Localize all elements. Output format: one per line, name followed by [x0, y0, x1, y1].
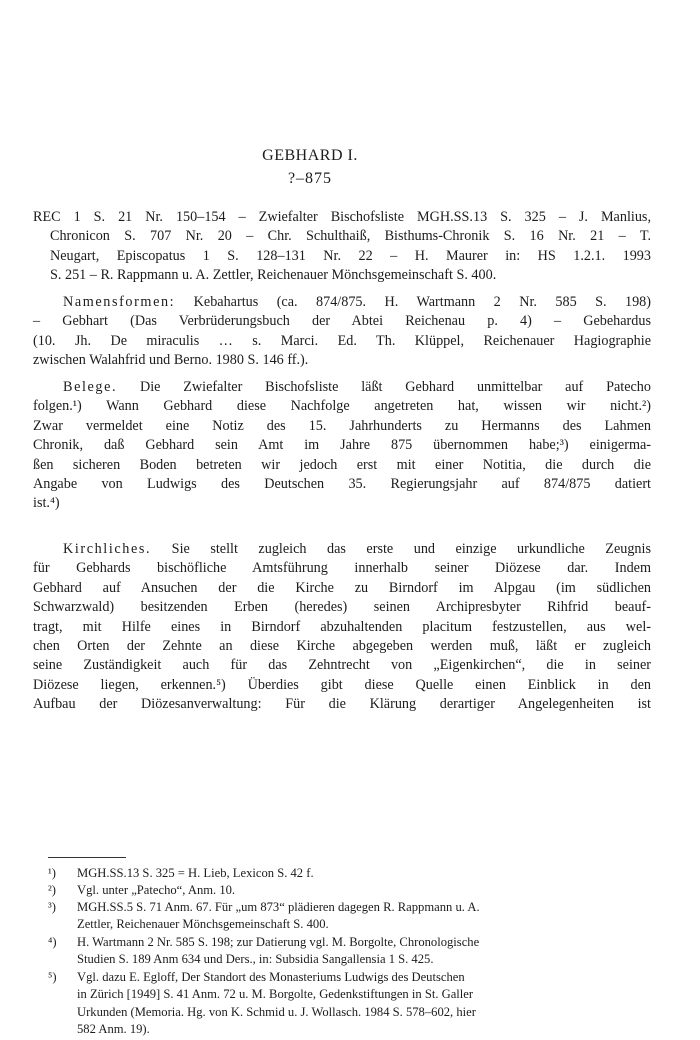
- footnote-number: ⁵): [48, 970, 57, 984]
- footnote-line: MGH.SS.5 S. 71 Anm. 67. Für „um 873“ plädieren dagegen R. Rappmann u. A.: [77, 900, 480, 914]
- paragraph-line: Gebhard auf Ansuchen der die Kirche zu Birndorf im Alpgau (im südlichen: [33, 579, 651, 596]
- footnote-line: Urkunden (Memoria. Hg. von K. Schmid u. J. Wollasch. 1984 S. 578–602, hier: [77, 1004, 476, 1019]
- paragraph-line: Diözese liegen, erkennen.⁵) Überdies gibt diese Quelle einen Einblick in den: [33, 676, 651, 693]
- paragraph-line: [33, 540, 651, 559]
- paragraph-line: chen Orten der Zehnte an diese Kirche abgegeben werden muß, läßt er zugleich: [33, 638, 651, 655]
- paragraph-line: Aufbau der Diözesanverwaltung: Für die Klärung derartiger Angelegenheiten ist: [33, 696, 651, 713]
- paragraph-line: Chronik, daß Gebhard sein Amt im Jahre 875 übernommen habe;³) einigerma-: [33, 437, 651, 454]
- reference-line: S. 251 – R. Rappmann u. A. Zettler, Reichenauer Mönchsgemeinschaft S. 400.: [50, 267, 497, 284]
- paragraph-line: zwischen Walahfrid und Berno. 1980 S. 146 ff.).: [33, 352, 309, 369]
- paragraph-line: ist.⁴): [33, 495, 60, 512]
- footnote-line: H. Wartmann 2 Nr. 585 S. 198; zur Datierung vgl. M. Borgolte, Chronologische: [77, 935, 480, 949]
- footnote-line: 582 Anm. 19).: [77, 1022, 150, 1037]
- paragraph-line: [33, 293, 651, 312]
- line-text: Kebahartus (ca. 874/875. H. Wartmann 2 Nr. 585 S. 198): [175, 294, 651, 310]
- line-text: Die Zwiefalter Bischofsliste läßt Gebhard unmittelbar auf Patecho: [117, 379, 651, 395]
- reference-line: Chronicon S. 707 Nr. 20 – Chr. Schulthaiß, Bisthums-Chronik S. 16 Nr. 21 – T.: [50, 228, 651, 245]
- paragraph-line: – Gebhart (Das Verbrüderungsbuch der Abtei Reichenau p. 4) – Gebehardus: [33, 313, 651, 330]
- paragraph-line: Schwarzwald) besitzenden Erben (heredes) seinen Archipresbyter Rihfrid beauf-: [33, 599, 651, 616]
- paragraph-line: Angabe von Ludwigs des Deutschen 35. Regierungsjahr auf 874/875 datiert: [33, 476, 651, 493]
- entry-years: ?–875: [287, 170, 333, 187]
- footnote-line: MGH.SS.13 S. 325 = H. Lieb, Lexicon S. 42 f.: [77, 866, 314, 880]
- reference-line: Neugart, Episcopatus 1 S. 128–131 Nr. 22 – H. Maurer in: HS 1.2.1. 1993: [50, 247, 651, 264]
- footnote-2: [48, 882, 651, 899]
- footnote-line: in Zürich [1949] S. 41 Anm. 72 u. M. Borgolte, Gedenkstiftungen in St. Galler: [77, 987, 474, 1002]
- belege-paragraph: [33, 378, 651, 514]
- namensformen-paragraph: [33, 293, 651, 371]
- paragraph-line: ßen sicheren Boden betreten wir jedoch erst mit einer Notitia, die durch die: [33, 456, 651, 473]
- footnote-line: Vgl. dazu E. Egloff, Der Standort des Monasteriums Ludwigs des Deutschen: [77, 970, 465, 984]
- footnote-3: [48, 899, 651, 934]
- footnote-divider: [48, 857, 126, 858]
- section-heading: Belege.: [63, 379, 118, 395]
- footnote-5: [48, 969, 651, 1039]
- footnote-number: ¹): [48, 866, 56, 880]
- paragraph-line: tragt, mit Hilfe eines in Birndorf abzuhaltenden placitum festzustellen, aus wel-: [33, 618, 651, 635]
- paragraph-line: [33, 378, 651, 397]
- paragraph-line: Zwar vermeldet eine Notiz des 15. Jahrhunderts zu Hermanns des Lahmen: [33, 417, 651, 434]
- paragraph-line: seine Zuständigkeit auch für das Zehntrecht von „Eigenkirchen“, die in seiner: [33, 657, 651, 674]
- paragraph-line: (10. Jh. De miraculis … s. Marci. Ed. Th. Klüppel, Reichenauer Hagiographie: [33, 332, 651, 349]
- footnote-4: [48, 934, 651, 969]
- footnote-number: ²): [48, 883, 56, 897]
- section-heading: Namensformen:: [63, 294, 176, 310]
- reference-block: [33, 208, 651, 286]
- kirchliches-paragraph: [33, 540, 651, 715]
- section-heading: Kirchliches.: [63, 541, 152, 557]
- footnote-line: Studien S. 189 Anm 634 und Ders., in: Subsidia Sangallensia 1 S. 425.: [77, 952, 434, 967]
- footnote-1: [48, 865, 651, 882]
- paragraph-line: folgen.¹) Wann Gebhard diese Nachfolge angetreten hat, wissen wir nicht.²): [33, 398, 651, 415]
- line-text: Sie stellt zugleich das erste und einzige urkundliche Zeugnis: [151, 541, 651, 557]
- footnote-line: Vgl. unter „Patecho“, Anm. 10.: [77, 883, 236, 897]
- reference-line: REC 1 S. 21 Nr. 150–154 – Zwiefalter Bischofsliste MGH.SS.13 S. 325 – J. Manlius,: [33, 209, 651, 225]
- footnote-number: ³): [48, 900, 56, 914]
- entry-title: GEBHARD I.: [262, 147, 358, 164]
- footnote-number: ⁴): [48, 935, 57, 949]
- paragraph-line: für Gebhards bischöfliche Amtsführung innerhalb seiner Diözese dar. Indem: [33, 560, 651, 577]
- footnote-line: Zettler, Reichenauer Mönchsgemeinschaft S. 400.: [77, 917, 329, 932]
